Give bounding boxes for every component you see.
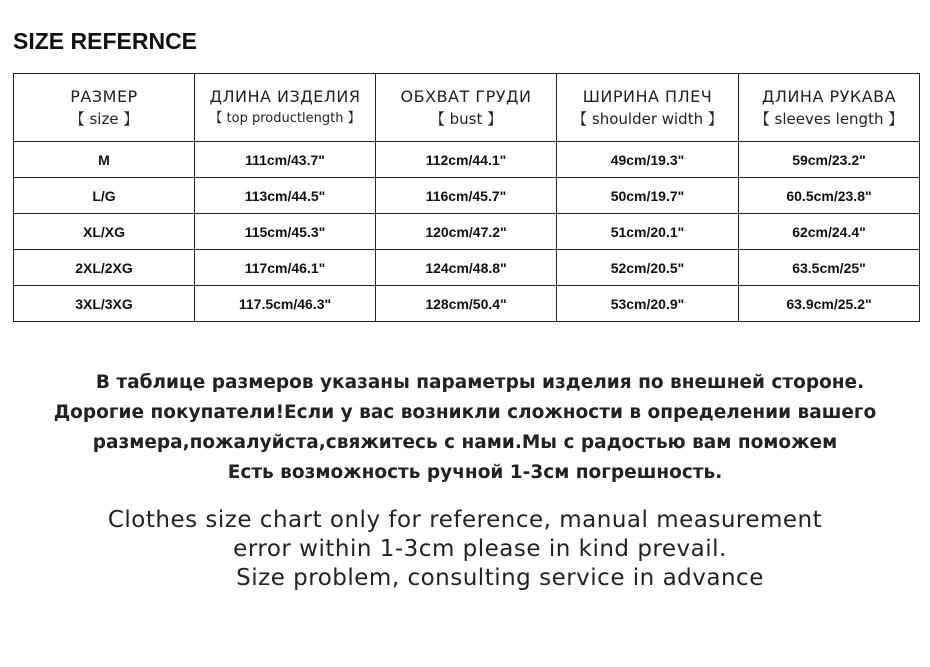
cell-length: 117.5cm/46.3" xyxy=(195,286,376,322)
table-header-row xyxy=(14,74,920,142)
cell-bust: 116cm/45.7" xyxy=(376,178,557,214)
cell-shoulder: 49cm/19.3" xyxy=(557,142,739,178)
cell-bust: 112cm/44.1" xyxy=(376,142,557,178)
page-title: SIZE REFERNCE xyxy=(13,28,198,54)
header-size xyxy=(14,74,195,142)
table-row xyxy=(14,286,920,322)
header-bust-en: 【 bust 】 xyxy=(429,109,503,128)
cell-sleeve: 59cm/23.2" xyxy=(739,142,920,178)
note-line: error within 1-3cm please in kind prevail. xyxy=(233,536,727,562)
header-length-ru: ДЛИНА ИЗДЕЛИЯ xyxy=(209,86,361,106)
cell-size: XL/XG xyxy=(14,214,195,250)
cell-shoulder: 50cm/19.7" xyxy=(557,178,739,214)
cell-size: 2XL/2XG xyxy=(14,250,195,286)
cell-length: 111cm/43.7" xyxy=(195,142,376,178)
table-row xyxy=(14,178,920,214)
cell-shoulder: 53cm/20.9" xyxy=(557,286,739,322)
english-notes xyxy=(0,506,930,593)
header-shoulder-en: 【 shoulder width 】 xyxy=(572,109,723,128)
cell-size: 3XL/3XG xyxy=(14,286,195,322)
header-length xyxy=(195,74,376,142)
header-shoulder-ru: ШИРИНА ПЛЕЧ xyxy=(582,86,713,106)
header-sleeve-ru: ДЛИНА РУКАВА xyxy=(761,86,897,106)
table-row xyxy=(14,142,920,178)
note-line: размера,пожалуйста,свяжитесь с нами.Мы с радостью вам поможем xyxy=(92,432,838,453)
cell-sleeve: 63.5cm/25" xyxy=(739,250,920,286)
cell-sleeve: 63.9cm/25.2" xyxy=(739,286,920,322)
header-bust-ru: ОБХВАТ ГРУДИ xyxy=(400,86,532,106)
note-line: В таблице размеров указаны параметры изделия по внешней стороне. xyxy=(95,372,865,393)
header-size-ru: РАЗМЕР xyxy=(70,86,138,106)
cell-size: L/G xyxy=(14,178,195,214)
cell-bust: 124cm/48.8" xyxy=(376,250,557,286)
cell-length: 113cm/44.5" xyxy=(195,178,376,214)
cell-bust: 128cm/50.4" xyxy=(376,286,557,322)
table-row xyxy=(14,214,920,250)
note-line: Дорогие покупатели!Если у вас возникли сложности в определении вашего xyxy=(53,402,877,423)
cell-bust: 120cm/47.2" xyxy=(376,214,557,250)
note-line: Clothes size chart only for reference, manual measurement xyxy=(107,507,823,533)
cell-sleeve: 60.5cm/23.8" xyxy=(739,178,920,214)
cell-length: 117cm/46.1" xyxy=(195,250,376,286)
header-sleeve xyxy=(739,74,920,142)
header-bust xyxy=(376,74,557,142)
table-row xyxy=(14,250,920,286)
header-sleeve-en: 【 sleeves length 】 xyxy=(754,109,904,128)
header-shoulder xyxy=(557,74,739,142)
cell-shoulder: 52cm/20.5" xyxy=(557,250,739,286)
note-line: Size problem, consulting service in advance xyxy=(236,565,764,591)
note-line: Есть возможность ручной 1-3см погрешность. xyxy=(227,462,723,483)
cell-shoulder: 51cm/20.1" xyxy=(557,214,739,250)
size-chart-table xyxy=(13,73,920,322)
cell-sleeve: 62cm/24.4" xyxy=(739,214,920,250)
header-size-en: 【 size 】 xyxy=(69,109,139,128)
cell-size: M xyxy=(14,142,195,178)
russian-notes xyxy=(0,368,930,488)
header-length-en: 【 top productlength 】 xyxy=(209,110,361,126)
cell-length: 115cm/45.3" xyxy=(195,214,376,250)
